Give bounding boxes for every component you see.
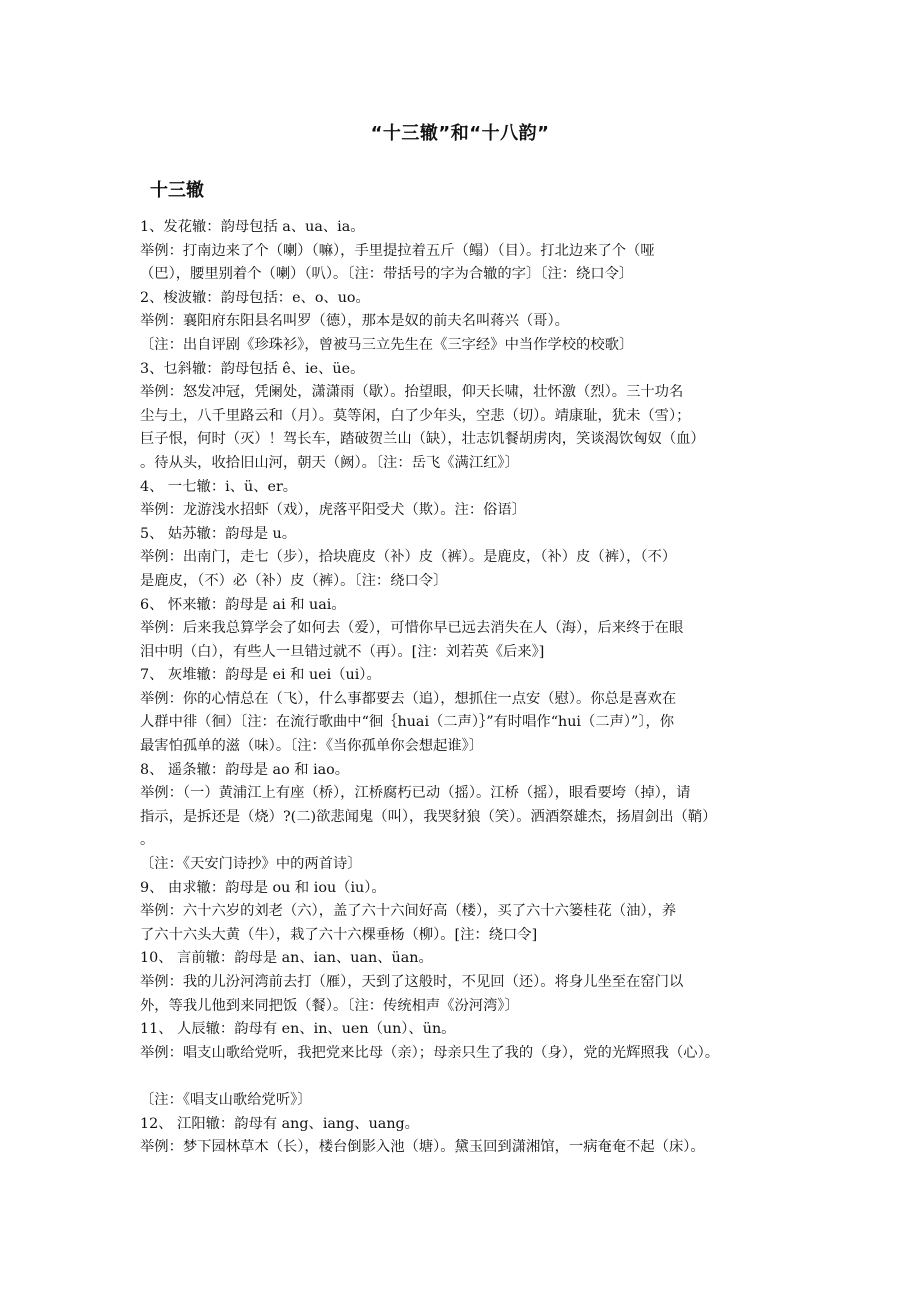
text-line: 〔注：《唱支山歌给党听》〕 [140, 1091, 312, 1108]
text-line: 4、 一七辙：i、ü、er。 [140, 478, 298, 495]
text-line: 。待从头，收拾旧山河，朝天（阙）。〔注：岳飞《满江红》〕 [140, 454, 519, 471]
text-line: 尘与土，八千里路云和（月）。莫等闲，白了少年头，空悲（切）。靖康耻，犹未（雪）； [140, 407, 691, 424]
text-line: 3、乜斜辙：韵母包括 ê、ie、üe。 [140, 360, 365, 377]
text-line: 举例：襄阳府东阳县名叫罗（德），那本是奴的前夫名叫蒋兴（哥）。 [140, 313, 569, 330]
blank-line [140, 1065, 800, 1089]
text-line: 外，等我儿他到来同把饭（餐）。〔注：传统相声《汾河湾》〕 [140, 997, 519, 1014]
text-line: 10、 言前辙：韵母是 an、ian、uan、üan。 [140, 950, 433, 967]
text-line: 〔注：出自评剧《珍珠衫》，曾被马三立先生在《三字经》中当作学校的校歌〕 [140, 336, 634, 353]
text-line: 〔注：《天安门诗抄》中的两首诗〕 [140, 856, 362, 873]
text-line: 举例：后来我总算学会了如何去（爱），可惜你早已远去消失在人（海），后来终于在眼 [140, 620, 684, 637]
text-line: 举例：我的儿汾河湾前去打（雁），天到了这般时，不见回（还）。将身儿坐至在窑门以 [140, 974, 684, 990]
text-line: 9、 由求辙：韵母是 ou 和 iou（iu）。 [140, 879, 386, 896]
text-line: 泪中明（白），有些人一旦错过就不（再）。[注：刘若英《后来》] [140, 643, 545, 660]
text-line: 举例：唱支山歌给党听，我把党来比母（亲）；母亲只生了我的（身），党的光辉照我（心）。 [140, 1044, 720, 1061]
text-line: 了六十六头大黄（牛），栽了六十六棵垂杨（柳）。[注：绕口令] [140, 926, 538, 943]
text-line: 8、 遥条辙：韵母是 ao 和 iao。 [140, 761, 350, 778]
text-line: 举例：打南边来了个（喇）（嘛），手里提拉着五斤（鳎）（目）。打北边来了个（哑 [140, 242, 655, 259]
text-line: 举例：梦下园林草木（长），楼台倒影入池（塘）。黛玉回到潇湘馆，一病奄奄不起（床）。 [140, 1139, 705, 1156]
text-line: 。 [140, 832, 155, 849]
text-line: 人群中徘（徊）〔注：在流行歌曲中“徊｛huai（二声）｝”有时唱作“hui（二声）”〕，你 [140, 714, 675, 731]
text-line: 举例：你的心情总在（飞），什么事都要去（追），想抓住一点安（慰）。你总是喜欢在 [140, 690, 677, 707]
text-line: 巨子恨，何时（灭）！驾长车，踏破贺兰山（缺），壮志饥餐胡虏肉，笑谈渴饮匈奴（血） [140, 431, 705, 448]
text-line: 6、 怀来辙：韵母是 ai 和 uai。 [140, 596, 346, 613]
body-text [140, 216, 800, 1160]
text-line: 指示，是拆还是（烧）?(二)欲悲闻鬼（叫），我哭豺狼（笑）。洒酒祭雄杰，扬眉剑出（鞘） [140, 808, 717, 825]
text-line: 举例：怒发冲冠，凭阑处，潇潇雨（歇）。抬望眼，仰天长啸，壮怀激（烈）。三十功名 [140, 384, 684, 401]
text-line: 是鹿皮，（不）必（补）皮（裤）。〔注：绕口令〕 [140, 572, 448, 589]
text-line: 5、 姑苏辙：韵母是 u。 [140, 525, 297, 542]
text-line: 举例：六十六岁的刘老（六），盖了六十六间好高（楼），买了六十六篓桂花（油），养 [140, 903, 677, 920]
text-line: 1、发花辙：韵母包括 a、ua、ia。 [140, 219, 365, 235]
text-line: 举例：龙游浅水招虾（戏），虎落平阳受犬（欺）。注：俗语〕 [140, 502, 527, 519]
text-line: 7、 灰堆辙：韵母是 ei 和 uei（ui）。 [140, 667, 381, 684]
text-line: （巴），腰里别着个（喇）（叭）。〔注：带括号的字为合辙的字〕〔注：绕口令〕 [140, 266, 634, 283]
section-heading: 十三辙 [150, 180, 204, 201]
document-title: “十三辙”和“十八韵” [370, 123, 550, 144]
text-line: 11、 人辰辙：韵母有 en、in、uen（un）、ün。 [140, 1021, 456, 1038]
text-line: 12、 江阳辙：韵母有 ang、iang、uang。 [140, 1115, 419, 1132]
text-line: 举例：（一）黄浦江上有座（桥），江桥腐朽已动（摇）。江桥（摇），眼看要垮（掉），请 [140, 785, 691, 802]
text-line: 最害怕孤单的滋（味）。〔注：《当你孤单你会想起谁》〕 [140, 738, 484, 755]
text-line: 举例：出南门，走七（步），拾块鹿皮（补）皮（裤）。是鹿皮，（补）皮（裤），（不） [140, 549, 677, 566]
text-line: 2、梭波辙：韵母包括：e、o、uo。 [140, 289, 370, 306]
